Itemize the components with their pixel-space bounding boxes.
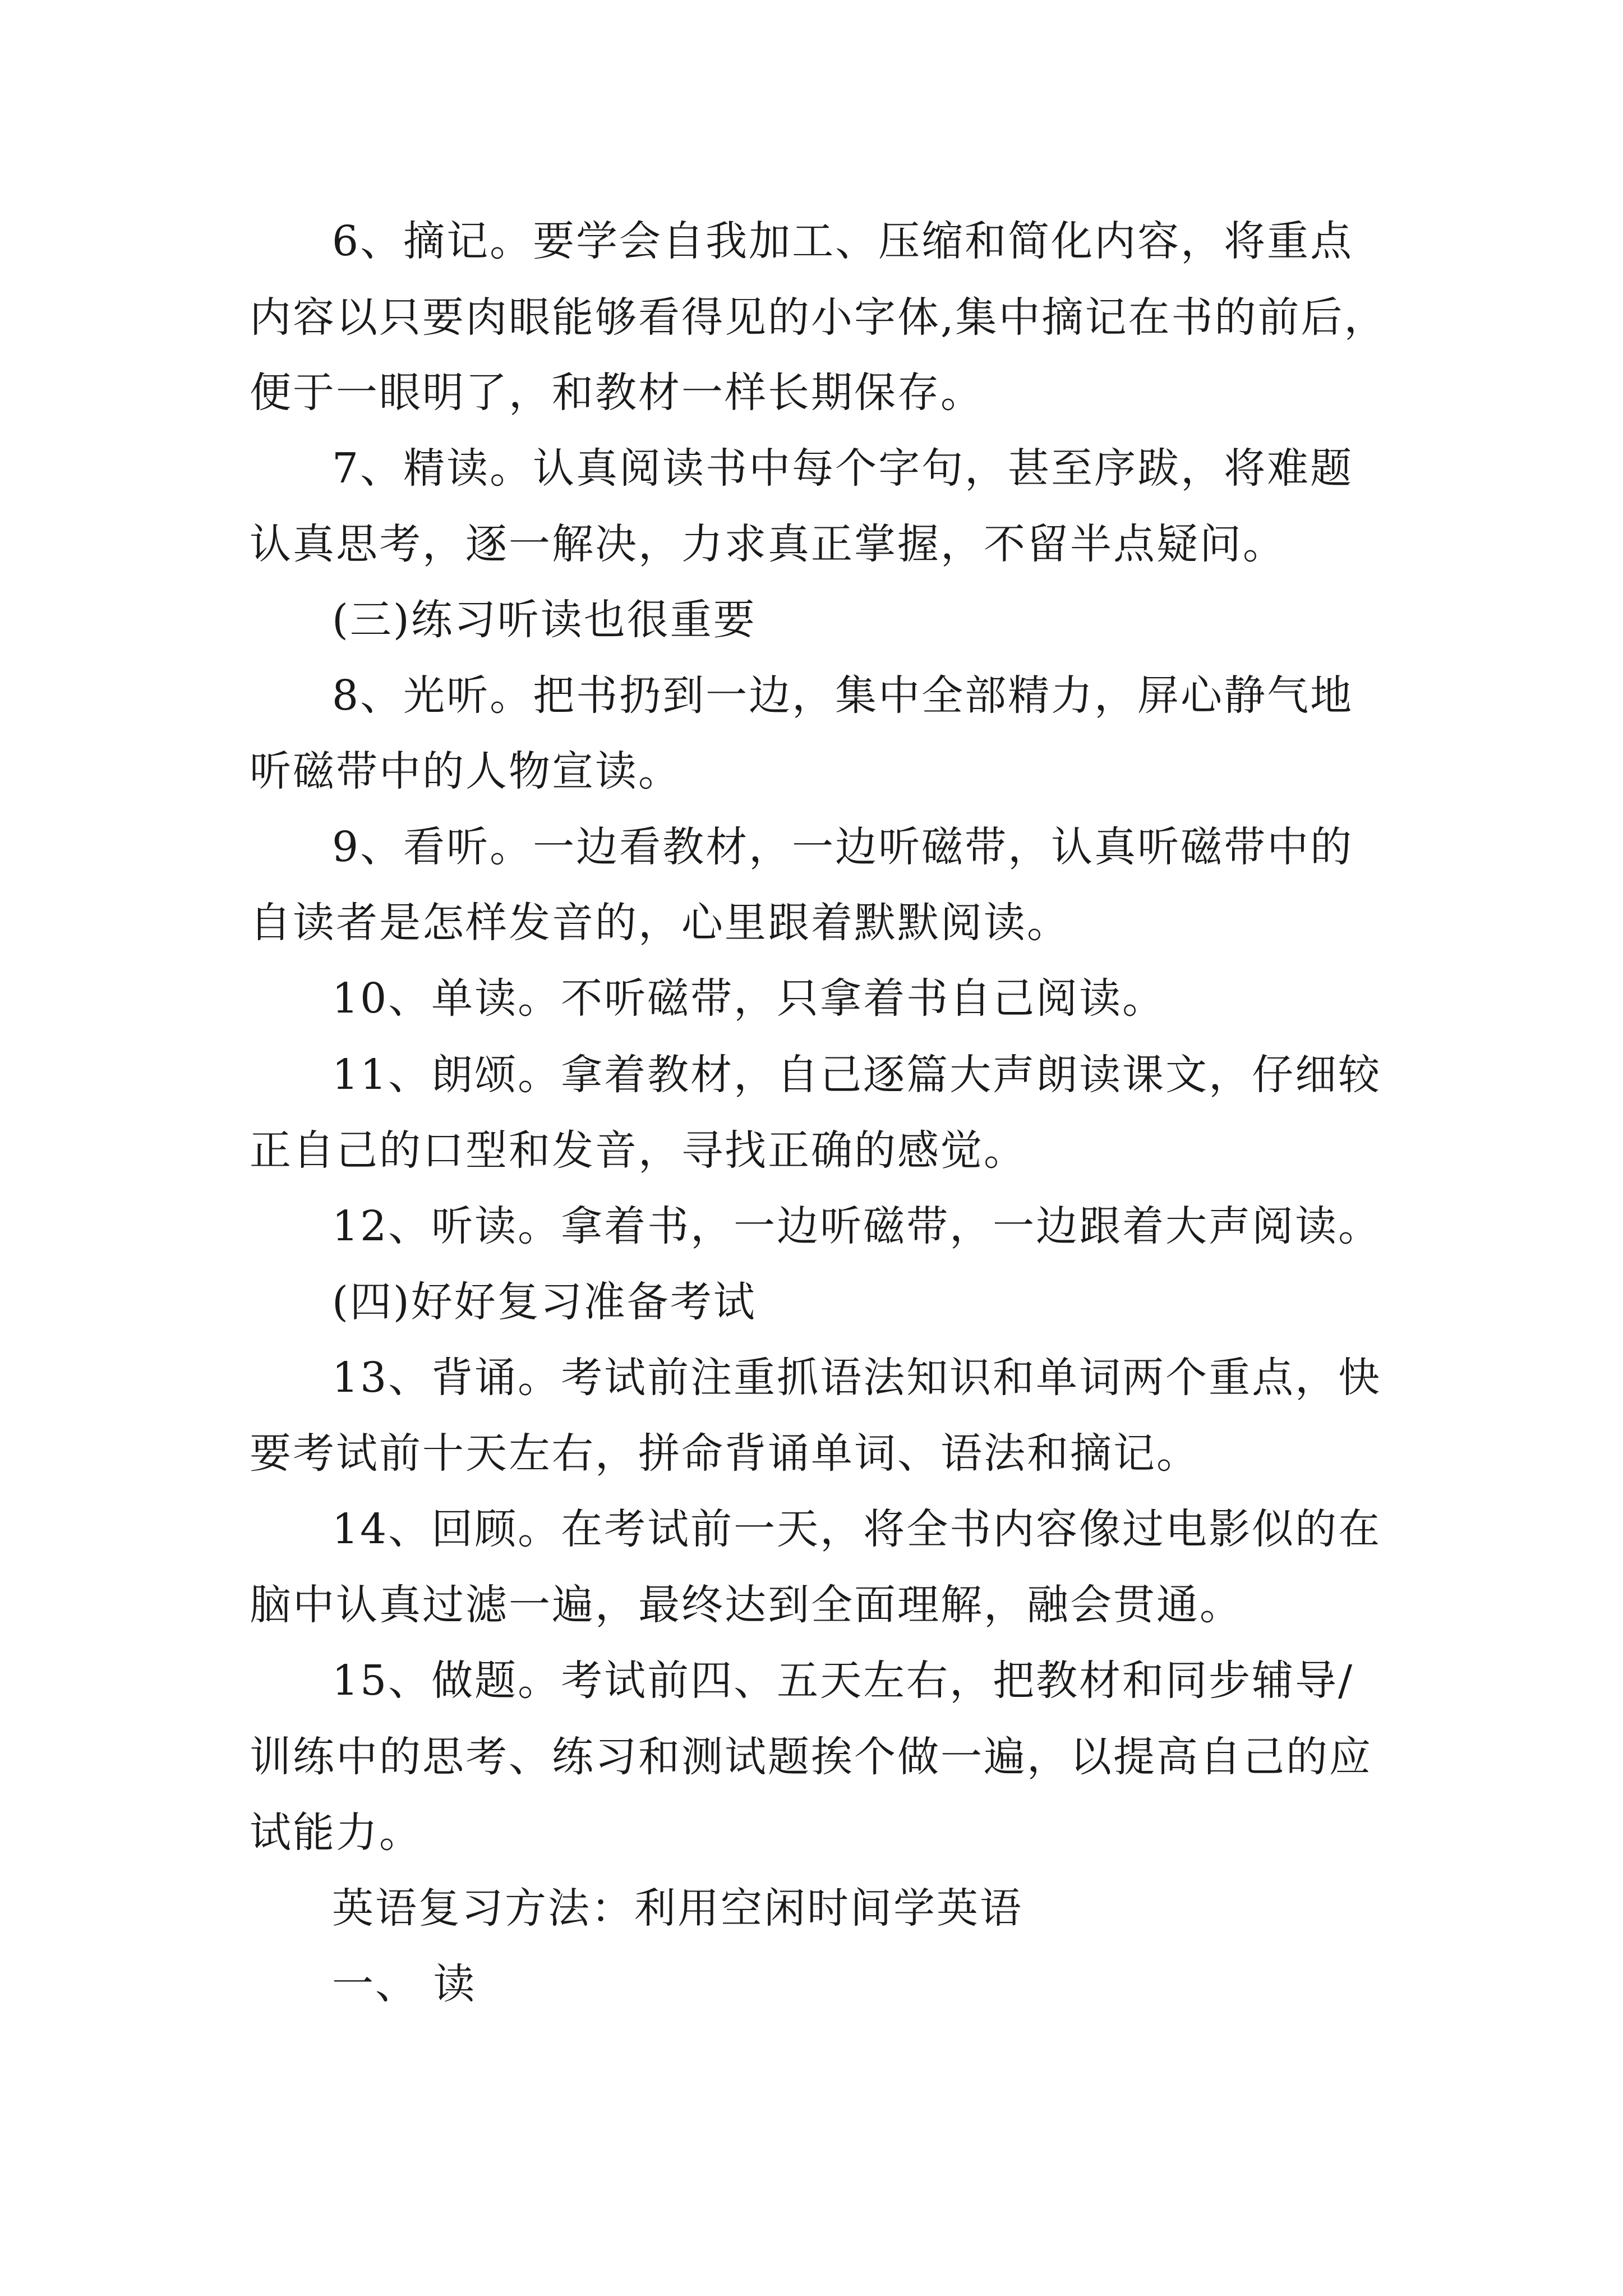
paragraph-line: 8、光听。把书扔到一边，集中全部精力，屏心静气地 <box>332 671 1354 720</box>
section-heading: 一、 读 <box>332 1960 477 2008</box>
paragraph-line: 9、看听。一边看教材，一边听磁带，认真听磁带中的 <box>332 823 1354 871</box>
paragraph-line: 内容以只要肉眼能够看得见的小字体,集中摘记在书的前后， <box>250 293 1387 342</box>
paragraph-line: 7、精读。认真阅读书中每个字句，甚至序跋，将难题 <box>332 444 1354 493</box>
paragraph-line: 训练中的思考、练习和测试题挨个做一遍，以提高自己的应 <box>250 1733 1372 1781</box>
paragraph-line: 6、摘记。要学会自我加工、压缩和简化内容，将重点 <box>332 217 1354 265</box>
paragraph-line: 11、朗颂。拿着教材，自己逐篇大声朗读课文，仔细较 <box>332 1051 1382 1099</box>
section-heading: (四)好好复习准备考试 <box>332 1278 757 1326</box>
paragraph-line: 13、背诵。考试前注重抓语法知识和单词两个重点，快 <box>332 1354 1382 1402</box>
section-heading: (三)练习听读也很重要 <box>332 596 757 644</box>
paragraph-line: 15、做题。考试前四、五天左右，把教材和同步辅导/ <box>332 1657 1354 1705</box>
paragraph-line: 自读者是怎样发音的，心里跟着默默阅读。 <box>250 899 1070 947</box>
paragraph-line: 14、回顾。在考试前一天，将全书内容像过电影似的在 <box>332 1505 1382 1553</box>
paragraph-line: 正自己的口型和发音，寻找正确的感觉。 <box>250 1126 1027 1175</box>
paragraph-line: 脑中认真过滤一遍，最终达到全面理解，融会贯通。 <box>250 1581 1243 1629</box>
section-heading: 英语复习方法：利用空闲时间学英语 <box>332 1884 1023 1932</box>
paragraph-line: 试能力。 <box>250 1809 422 1857</box>
paragraph-line: 要考试前十天左右，拼命背诵单词、语法和摘记。 <box>250 1429 1200 1478</box>
paragraph-line: 听磁带中的人物宣读。 <box>250 747 681 795</box>
paragraph-line: 10、单读。不听磁带，只拿着书自己阅读。 <box>332 974 1166 1023</box>
paragraph-line: 认真思考，逐一解决，力求真正掌握，不留半点疑问。 <box>250 520 1286 568</box>
paragraph-line: 便于一眼明了，和教材一样长期保存。 <box>250 369 984 417</box>
paragraph-line: 12、听读。拿着书，一边听磁带，一边跟着大声阅读。 <box>332 1202 1382 1250</box>
